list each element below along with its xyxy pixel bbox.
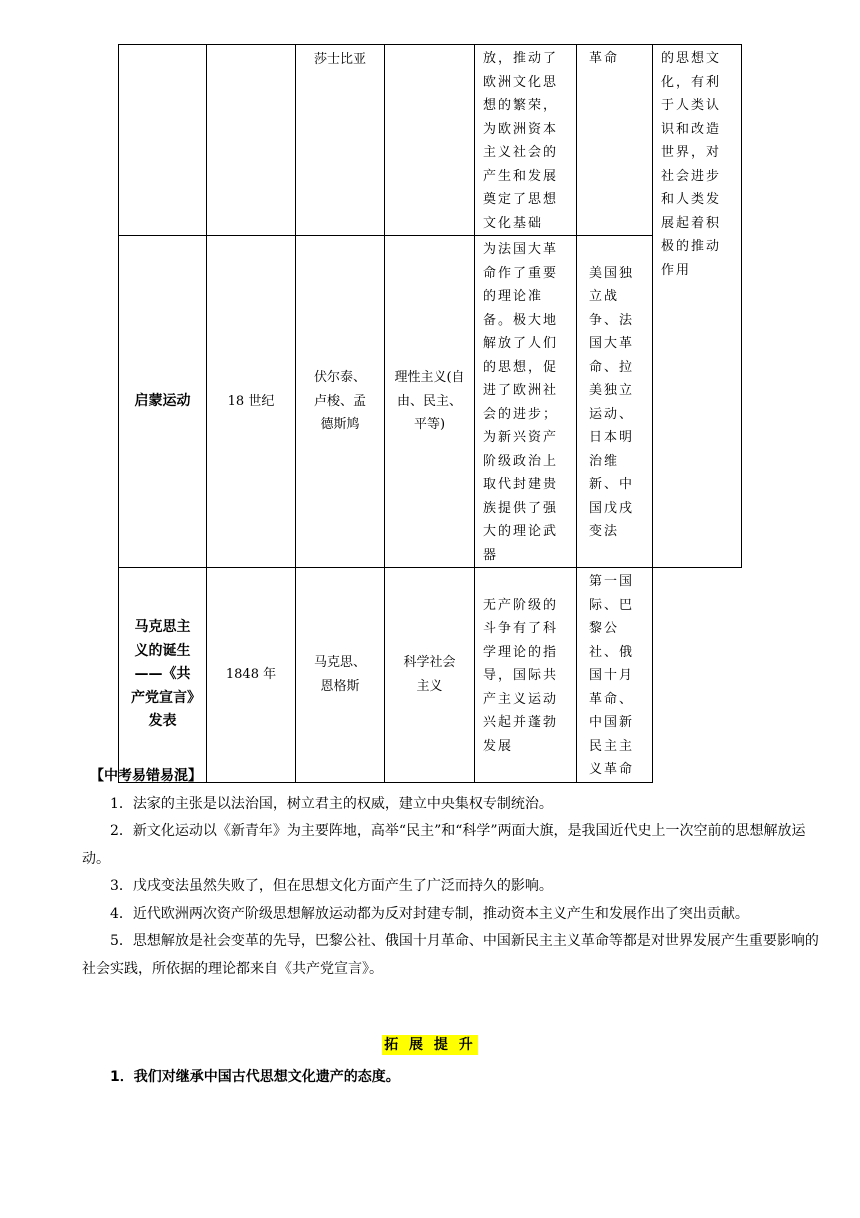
person-text: 莎士比亚 — [313, 52, 366, 67]
practice-cell — [577, 45, 653, 236]
practice-text: 美国独立战争、法国大革命、拉美独立运动、日本明治维新、中国戊戌变法 — [589, 265, 635, 539]
time-text: 1848 年 — [225, 667, 277, 682]
influence-text: 无产阶级的斗争有了科学理论的指导，国际共产主义运动兴起并蓬勃发展 — [483, 597, 559, 754]
summary-cell — [653, 45, 742, 568]
event-cell — [119, 45, 207, 236]
time-cell — [207, 568, 296, 783]
time-cell — [207, 236, 296, 568]
note-item: 4．近代欧洲两次资产阶级思想解放运动都为反对封建专制，推动资本主义产生和发展作出了突出贡献。 — [110, 905, 749, 922]
time-cell — [207, 45, 296, 236]
notes-section — [82, 763, 822, 983]
influence-cell — [475, 236, 577, 568]
event-cell — [119, 568, 207, 783]
thought-text: 理性主义(自由、民主、平等) — [394, 370, 465, 433]
note-item: 2．新文化运动以《新青年》为主要阵地，高举“民主”和“科学”两面大旗，是我国近代史上一次空前的思想解放运动。 — [82, 823, 806, 867]
influence-text: 为法国大革命作了重要的理论准备。极大地解放了人们的思想，促进了欧洲社会的进步；为新兴资产阶级政治上取代封建贵族提供了强大的理论武器 — [483, 242, 559, 563]
person-cell — [296, 45, 385, 236]
event-text: 马克思主义的诞生——《共产党宣言》发表 — [131, 619, 194, 729]
note-item: 3．戊戌变法虽然失败了，但在思想文化方面产生了广泛而持久的影响。 — [110, 878, 553, 894]
question-item: 1．我们对继承中国古代思想文化遗产的态度。 — [110, 1069, 400, 1085]
thought-cell — [385, 236, 475, 568]
event-cell — [119, 236, 207, 568]
thought-cell — [385, 45, 475, 236]
influence-cell — [475, 45, 577, 236]
influence-text: 放，推动了欧洲文化思想的繁荣，为欧洲资本主义社会的产生和发展奠定了思想文化基础 — [483, 51, 559, 231]
time-text: 18 世纪 — [227, 393, 275, 409]
practice-cell — [577, 568, 653, 783]
table-row — [119, 45, 742, 236]
event-text: 启蒙运动 — [134, 392, 191, 409]
person-cell — [296, 568, 385, 783]
thought-cell — [385, 568, 475, 783]
practice-cell — [577, 236, 653, 568]
person-cell — [296, 236, 385, 568]
note-item: 5．思想解放是社会变革的先导，巴黎公社、俄国十月革命、中国新民主主义革命等都是对世界发展产生重要影响的社会实践，所依据的理论都来自《共产党宣言》。 — [82, 933, 819, 977]
section-title — [0, 1034, 860, 1054]
table-row — [119, 568, 742, 783]
section-title-text: 拓 展 提 升 — [384, 1037, 476, 1053]
thought-text: 科学社会主义 — [403, 655, 456, 694]
influence-cell — [475, 568, 577, 783]
note-item: 1．法家的主张是以法治国，树立君主的权威，建立中央集权专制统治。 — [110, 795, 553, 812]
person-text: 伏尔泰、卢梭、孟德斯鸠 — [313, 370, 366, 433]
practice-text: 第一国际、巴黎公社、俄国十月革命、中国新民主主义革命 — [589, 574, 635, 777]
person-text: 马克思、恩格斯 — [313, 655, 366, 694]
notes-heading: 【中考易错易混】 — [90, 768, 202, 784]
empty-cell — [653, 568, 742, 783]
table-row — [119, 236, 742, 568]
summary-text: 的思想文化，有利于人类认识和改造世界，对社会进步和人类发展起着积极的推动作用 — [661, 51, 722, 278]
practice-text: 革命 — [589, 51, 620, 66]
comparison-table — [118, 44, 742, 783]
